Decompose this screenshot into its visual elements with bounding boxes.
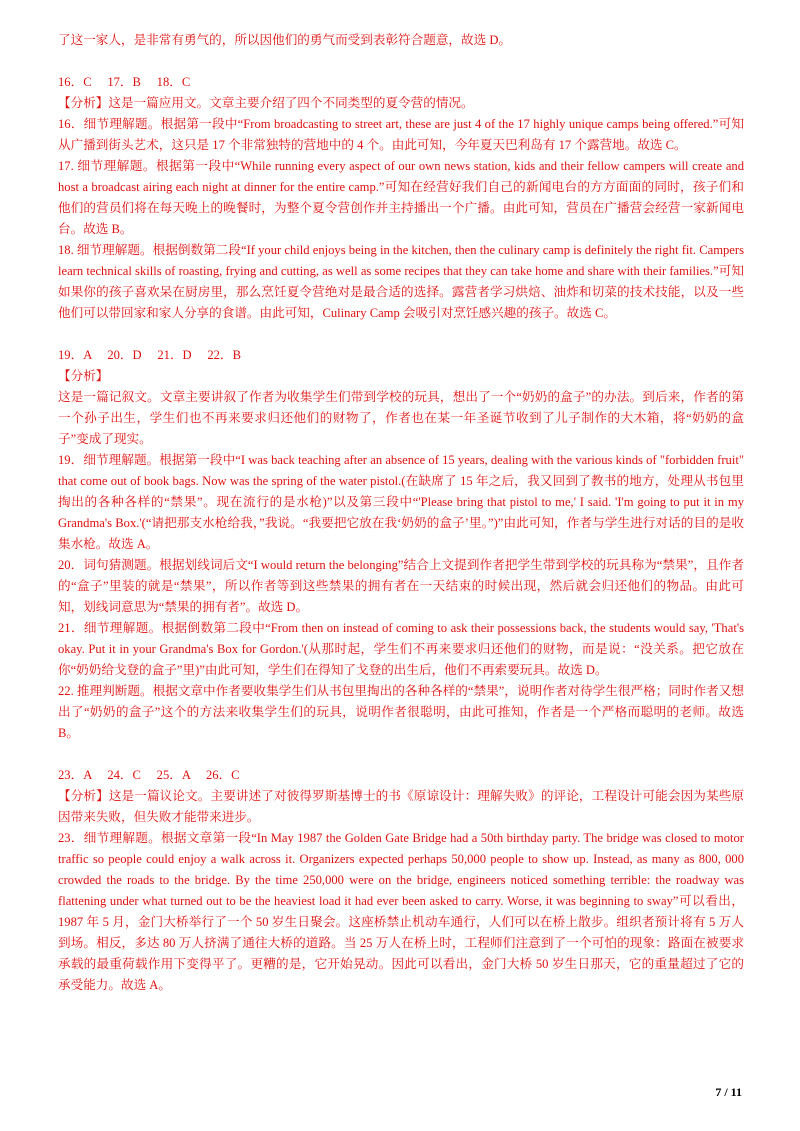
paragraph: 23．细节理解题。根据文章第一段“In May 1987 the Golden Gate Bridge had a 50th birthday party. The bridge was closed to motor traffic so people could enjoy a walk across it. Organizers expected perhaps 50,000 people to show up. Instead, as many as 800, 000 crowded the roads to the bridge. By the time 250,000 were on the bridge, engineers noticed something terrible: the roadway was flattening under what turned out to be the heaviest load it had ever been asked to carry. Worse, it was beginning to sway”可以看出，1987 年 5 月，金门大桥举行了一个 50 岁生日聚会。这座桥禁止机动车通行，人们可以在桥上散步。组织者预计将有 5 万人到场。相反，多达 80 万人挤满了通往大桥的道路。当 25 万人在桥上时，工程师们注意到了一个可怕的现象：路面在被要求承载的最重荷载作用下变得平了。更糟的是，它开始晃动。因此可以看出，金门大桥 50 岁生日那天，它的重量超过了它的承受能力。故选 A。 [58,831,744,992]
paragraph: 23．A 24．C 25．A 26．C [58,768,240,782]
paragraph: 18. 细节理解题。根据倒数第二段“If your child enjoys being in the kitchen, then the culinary camp is definitely the right fit. Campers learn technical skills of roasting, frying and cutting, as well as some recipes that they can take home and share with their families.”可知如果你的孩子喜欢呆在厨房里，那么烹饪夏令营绝对是最合适的选择。露营者学习烘焙、油炸和切菜的技术技能，以及一些他们可以带回家和家人分享的食谱。由此可知，Culinary Camp 会吸引对烹饪感兴趣的孩子。故选 C。 [58,243,744,320]
paragraph: 22. 推理判断题。根据文章中作者要收集学生们从书包里掏出的各种各样的“禁果”，说明作者对待学生很严格；同时作者又想出了“奶奶的盒子”这个的方法来收集学生们的玩具，说明作者很聪明，由此可推知，作者是一个严格而聪明的老师。故选 B。 [58,684,744,740]
paragraph: 【分析】这是一篇应用文。文章主要介绍了四个不同类型的夏令营的情况。 [58,96,474,110]
page-number [715,1085,742,1100]
document-body [58,30,744,996]
paragraph: 19．A 20．D 21．D 22．B [58,348,241,362]
paragraph: 19．细节理解题。根据第一段中“I was back teaching after an absence of 15 years, dealing with the various kinds of "forbidden fruit" that come out of book bags. Now was the spring of the water pistol.(在缺席了 15 年之后，我又回到了教书的地方，处理从书包里掏出的各种各样的“禁果”。现在流行的是水枪)”以及第三段中“'Please bring that pistol to me,' I said. 'I'm going to put it in my Grandma's Box.'(“请把那支水枪给我，”我说。“我要把它放在我‘奶奶的盒子’里。”)”由此可知，作者与学生进行对话的目的是收集水枪。故选 A。 [58,453,744,551]
paragraph: 21．细节理解题。根据倒数第二段中“From then on instead of coming to ask their possessions back, the students would say, 'That's okay. Put it in your Grandma's Box for Gordon.'(从那时起，学生们不再来要求归还他们的财物，而是说：“没关系。把它放在你“奶奶给戈登的盒子”里)”由此可知，学生们在得知了戈登的出生后，他们不再索要玩具。故选 D。 [58,621,744,677]
paragraph: 20．词句猜测题。根据划线词后文“I would return the belonging”结合上文提到作者把学生带到学校的玩具称为“禁果”，且作者的“盒子”里装的就是“禁果”，所以作者等到这些禁果的拥有者在一天结束的时候出现，然后就会归还他们的物品。由此可知，划线词意思为“禁果的拥有者”。故选 D。 [58,558,744,614]
paragraph: 了这一家人，是非常有勇气的，所以因他们的勇气而受到表彰符合题意，故选 D。 [58,33,512,47]
paragraph: 【分析】这是一篇议论文。主要讲述了对彼得罗斯基博士的书《原谅设计：理解失败》的评论，工程设计可能会因为某些原因带来失败，但失败才能带来进步。 [58,789,744,824]
paragraph-gap [58,51,744,72]
paragraph: 17. 细节理解题。根据第一段中“While running every aspect of our own news station, kids and their fellow campers will create and host a broadcast airing each night at dinner for the entire camp.”可知在经营好我们自己的新闻电台的方方面面的同时，孩子们和他们的营员们将在每天晚上的晚餐时，为整个夏令营创作并主持播出一个广播。由此可知，营员在广播营会经营一家新闻电台。故选 B。 [58,159,744,236]
paragraph: 16．C 17．B 18．C [58,75,191,89]
paragraph: 这是一篇记叙文。文章主要讲叙了作者为收集学生们带到学校的玩具，想出了一个“奶奶的盒子”的办法。到后来，作者的第一个孙子出生，学生们也不再来要求归还他们的财物了，作者也在某一年圣诞节收到了儿子制作的大木箱，将“奶奶的盒子”变成了现实。 [58,390,744,446]
paragraph-gap [58,324,744,345]
page-separator: / [724,1085,728,1099]
paragraph: 16．细节理解题。根据第一段中“From broadcasting to street art, these are just 4 of the 17 highly unique camps being offered.”可知从广播到街头艺术，这只是 17 个非常独特的营地中的 4 个。由此可知，今年夏天巴利岛有 17 个露营地。故选 C。 [58,117,744,152]
paragraph-gap [58,744,744,765]
paragraph: 【分析】 [58,369,109,383]
page-current: 7 [715,1085,722,1099]
page-total: 11 [730,1085,742,1099]
